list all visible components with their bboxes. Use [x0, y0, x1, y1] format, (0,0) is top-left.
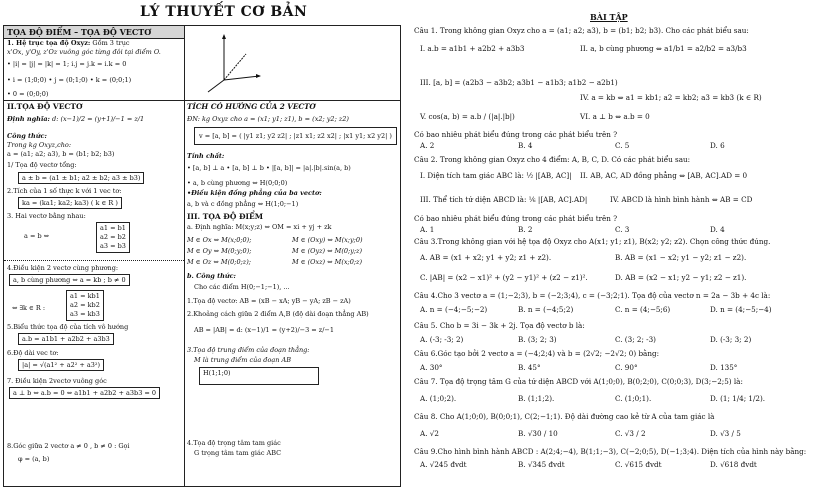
q8-option-b[interactable]: B. √30 / 10 — [518, 429, 558, 438]
point-oy: M ∈ Oy ⇔ M(0;y;0); — [187, 247, 252, 255]
f4-line1: a1 = kb1 — [70, 292, 100, 300]
formula-5: 5.Biểu thức tọa độ của tích vô hướng — [7, 323, 129, 331]
q3-option-a[interactable]: A. AB = (x1 + x2; y1 + y2; z1 + z2). — [420, 253, 552, 262]
question-5: Câu 5. Cho b = 3i − 3k + 2j. Tọa độ vectơ b là: — [414, 321, 585, 330]
formula-ab: a = (a1; a2; a3), b = (b1; b2; b3) — [7, 150, 115, 158]
formula-6-box: |a| = √(a1² + a2² + a3²) — [18, 359, 104, 371]
q7-option-a[interactable]: A. (1;0;2). — [420, 394, 457, 403]
q2-statement-3: III. Thể tích tứ diện ABCD là: ⅙ |[AB, AC].AD| — [420, 195, 588, 204]
q2-option-d[interactable]: D. 4 — [710, 225, 725, 234]
formula-4: 4.Điều kiện 2 vectơ cùng phương: — [7, 264, 119, 272]
formula-4-system — [66, 290, 104, 321]
def-label: Định nghĩa: — [7, 115, 50, 123]
formula-6: 6.Độ dài vec tơ: — [7, 349, 59, 357]
formula-2-box: ka = (ka1; ka2; ka3) ( k ∈ R ) — [18, 197, 122, 209]
formula-4-lhs: ⇔ ∃k ∈ R : — [12, 304, 46, 312]
q1-statement-1: I. a.b = a1b1 + a2b2 + a3b3 — [420, 44, 525, 53]
question-3: Câu 3.Trong không gian với hệ tọa độ Oxyz cho A(x1; y1; z1), B(x2; y2; z2). Chọn công thức đúng. — [414, 237, 771, 246]
question-6: Câu 6.Góc tạo bởi 2 vectơ a = (−4;2;4) và b = (2√2; −2√2; 0) bằng: — [414, 349, 659, 358]
q2-option-b[interactable]: B. 2 — [518, 225, 533, 234]
q2-ask: Có bao nhiêu phát biểu đúng trong các phát biểu trên ? — [414, 214, 618, 223]
q7-option-d[interactable]: D. (1; 1/4; 1/2). — [710, 394, 766, 403]
section-coord-header: TỌA ĐỘ ĐIỂM – TỌA ĐỘ VECTƠ — [4, 26, 184, 39]
def-equation: d: (x−1)/2 = (y+1)/−1 = z/1 — [52, 115, 145, 123]
exercises-panel — [410, 8, 818, 488]
zero-vector: • 0 = (0;0;0) — [7, 90, 49, 98]
question-2: Câu 2. Trong không gian Oxyz cho 4 điểm: A, B, C, D. Có các phát biểu sau: — [414, 155, 691, 164]
unit-rule: • |i| = |j| = |k| = 1; i.j = j.k = i.k = 0 — [7, 60, 127, 68]
point-formula-3: 3.Tọa độ trung điểm của đoạn thẳng: — [187, 346, 310, 354]
property-4: a, b và c đồng phẳng ⇔ H(1;0;−1) — [187, 200, 299, 208]
property-3: •Điều kiện đồng phẳng của ba vectơ: — [187, 189, 322, 197]
q1-statement-6: VI. a ⊥ b ⇔ a.b = 0 — [580, 112, 650, 121]
midpoint-box: H(1;1;0) — [199, 367, 319, 385]
q8-option-a[interactable]: A. √2 — [420, 429, 439, 438]
point-definition: a. Định nghĩa: M(x;y;z) ⇔ OM = xi + yj + zk — [187, 223, 332, 231]
point-formula-2-box: AB = |AB| = d: (x−1)/1 = (y+2)/−3 = z/−1 — [194, 326, 334, 334]
theory-column-a — [4, 26, 185, 486]
point-given: Cho các điểm H(0;−1;−1), ... — [194, 283, 290, 291]
question-4: Câu 4.Cho 3 vectơ a = (1;−2;3), b = (−2;3;4), c = (−3;2;1). Tọa độ của vectơ n = 2a − 3b + 4c là: — [414, 291, 771, 300]
formula-2: 2.Tích của 1 số thực k với 1 vec tơ: — [7, 187, 122, 195]
q5-option-b[interactable]: B. (3; 2; 3) — [518, 335, 557, 344]
q7-option-b[interactable]: B. (1;1;2). — [518, 394, 555, 403]
q1-ask: Có bao nhiêu phát biểu đúng trong các phát biểu trên ? — [414, 130, 618, 139]
q1-statement-2: II. a, b cùng phương ⇔ a1/b1 = a2/b2 = a3/b3 — [580, 44, 747, 53]
q9-option-b[interactable]: B. √345 đvdt — [518, 460, 565, 469]
q4-option-a[interactable]: A. n = (−4;−5;−2) — [420, 305, 488, 314]
q2-statement-4: IV. ABCD là hình bình hành ⇔ AB = CD — [610, 195, 753, 204]
q4-option-d[interactable]: D. n = (4;−5;−4) — [710, 305, 772, 314]
q3-option-b[interactable]: B. AB = (x1 − x2; y1 − y2; z1 − z2). — [615, 253, 747, 262]
question-8: Câu 8. Cho A(1;0;0), B(0;0;1), C(2;−1;1). Độ dài đường cao kẻ từ A của tam giác là — [414, 412, 715, 421]
formula-3-system — [96, 222, 130, 253]
q5-option-d[interactable]: D. (-3; 3; 2) — [710, 335, 752, 344]
property-2: • a, b cùng phương ⇔ H(0;0;0) — [187, 179, 288, 187]
coord-item1c: x'Ox, y'Oy, z'Oz vuông góc từng đôi tại điểm O. — [7, 48, 161, 56]
point-formula-4-b: G trọng tâm tam giác ABC — [194, 449, 282, 457]
f4-line2: a2 = kb2 — [70, 301, 100, 309]
formula-label: Công thức: — [7, 132, 47, 140]
q5-option-a[interactable]: A. (-3; -3; 2) — [420, 335, 464, 344]
point-oxz: M ∈ (Oxz) ⇔ M(x;0;z) — [292, 258, 363, 266]
cross-title: TÍCH CÓ HƯỚNG CỦA 2 VECTƠ — [187, 102, 316, 111]
point-formula-2: 2.Khoảng cách giữa 2 điểm A,B (độ dài đoạn thẳng AB) — [187, 310, 369, 318]
unit-vectors: • i = (1;0;0) • j = (0;1;0) • k = (0;0;1) — [7, 76, 132, 84]
theory-sheet — [3, 25, 401, 487]
q2-option-c[interactable]: C. 3 — [615, 225, 630, 234]
formula-3-lhs: a = b ⇔ — [24, 232, 50, 240]
f3-line1: a1 = b1 — [100, 224, 126, 232]
theory-column-b — [184, 26, 400, 486]
formula-given: Trong kg Oxyz,cho: — [7, 141, 72, 149]
q6-option-d[interactable]: D. 135° — [710, 363, 738, 372]
formula-5-box: a.b = a1b1 + a2b2 + a3b3 — [18, 333, 114, 345]
q1-option-a[interactable]: A. 2 — [420, 141, 435, 150]
formula-4-box: a, b cùng phương ⇔ a = kb ; b ≠ 0 — [9, 274, 130, 286]
q7-option-c[interactable]: C. (1;0;1). — [615, 394, 652, 403]
page-title: LÝ THUYẾT CƠ BẢN — [140, 4, 308, 20]
q2-statement-2: II. AB, AC, AD đồng phẳng ⇔ [AB, AC].AD = 0 — [580, 171, 748, 180]
q6-option-c[interactable]: C. 90° — [615, 363, 638, 372]
formula-1: 1/ Tọa độ vectơ tổng: — [7, 161, 77, 169]
point-oz: M ∈ Oz ⇔ M(0;0;z); — [187, 258, 251, 266]
formula-8-b: φ = (a, b) — [18, 455, 50, 463]
q5-option-c[interactable]: C. (3; 2; -3) — [615, 335, 656, 344]
q1-statement-5: V. cos(a, b) = a.b / (|a|.|b|) — [420, 112, 515, 121]
q9-option-c[interactable]: C. √615 đvdt — [615, 460, 662, 469]
q8-option-d[interactable]: D. √3 / 5 — [710, 429, 741, 438]
formula-8: 8.Góc giữa 2 vectơ a ≠ 0 , b ≠ 0 : Gọi — [7, 442, 130, 450]
point-oxy: M ∈ (Oxy) ⇔ M(x;y;0) — [292, 236, 363, 244]
formula-7-box: a ⊥ b ⇔ a.b = 0 ⇔ a1b1 + a2b2 + a3b3 = 0 — [9, 387, 160, 399]
point-ox: M ∈ Ox ⇔ M(x;0;0); — [187, 236, 252, 244]
point-formula-label: b. Công thức: — [187, 272, 236, 280]
exercises-title: BÀI TẬP — [590, 12, 628, 22]
coord-item1: 1. Hệ trục tọa độ Oxyz: — [7, 39, 91, 47]
properties-label: Tính chất: — [187, 152, 225, 160]
formula-3: 3. Hai vectơ bằng nhau: — [7, 212, 86, 220]
q2-statement-1: I. Diện tích tam giác ABC là: ½ |[AB, AC]| — [420, 171, 572, 180]
question-1: Câu 1. Trong không gian Oxyz cho a = (a1; a2; a3), b = (b1; b2; b3). Cho các phát biểu sau: — [414, 26, 749, 35]
q4-option-b[interactable]: B. n = (−4;5;2) — [518, 305, 574, 314]
q1-statement-3: III. [a, b] = (a2b3 − a3b2; a3b1 − a1b3; a1b2 − a2b1) — [420, 78, 618, 87]
cross-definition: ĐN: kg Oxyz cho a = (x1; y1; z1), b = (x2; y2; z2) — [187, 115, 349, 123]
q9-option-a[interactable]: A. √245 đvdt — [420, 460, 467, 469]
q1-option-d[interactable]: D. 6 — [710, 141, 725, 150]
property-1: • [a, b] ⊥ a • [a, b] ⊥ b • |[a, b]| = |a|.|b|.sin(a, b) — [187, 164, 351, 172]
point-formula-1: 1.Tọa độ vectơ: AB = (xB − xA; yB − yA; zB − zA) — [187, 297, 351, 305]
formula-1-box: a ± b = (a1 ± b1; a2 ± b2; a3 ± b3) — [18, 172, 144, 184]
f3-line2: a2 = b2 — [100, 233, 126, 241]
q1-statement-4: IV. a = kb ⇔ a1 = kb1; a2 = kb2; a3 = kb3 (k ∈ R) — [580, 93, 762, 102]
q8-option-c[interactable]: C. √3 / 2 — [615, 429, 646, 438]
point-formula-3-b: M là trung điểm của đoạn AB — [194, 356, 291, 364]
question-7: Câu 7. Tọa độ trọng tâm G của tứ diện ABCD với A(1;0;0), B(0;2;0), C(0;0;3), D(3;−2;5) là: — [414, 377, 743, 386]
q3-option-d[interactable]: D. AB = (x2 − x1; y2 − y1; z2 − z1). — [615, 273, 747, 282]
q4-option-c[interactable]: C. n = (4;−5;6) — [615, 305, 671, 314]
q2-option-a[interactable]: A. 1 — [420, 225, 435, 234]
f4-line3: a3 = kb3 — [70, 310, 100, 318]
q1-option-b[interactable]: B. 4 — [518, 141, 533, 150]
cross-product-box: v = [a, b] = ( |y1 z1; y2 z2| ; |z1 x1; z2 x2| ; |x1 y1; x2 y2| ) — [194, 127, 397, 145]
coord-item1b: Gồm 3 trục — [92, 39, 130, 47]
formula-7: 7. Điều kiện 2vectơ vuông góc — [7, 377, 107, 385]
section-point-header: III. TỌA ĐỘ ĐIỂM — [187, 212, 264, 221]
point-oyz: M ∈ (Oyz) ⇔ M(0;y;z) — [292, 247, 363, 255]
f3-line3: a3 = b3 — [100, 242, 126, 250]
q6-option-b[interactable]: B. 45° — [518, 363, 541, 372]
question-9: Câu 9.Cho hình bình hành ABCD : A(2;4;−4), B(1;1;−3), C(−2;0;5), D(−1;3;4). Diện tích của hình này bằng: — [414, 447, 807, 456]
q1-option-c[interactable]: C. 5 — [615, 141, 630, 150]
point-formula-4: 4.Tọa độ trọng tâm tam giác — [187, 439, 281, 447]
q6-option-a[interactable]: A. 30° — [420, 363, 443, 372]
section-vector-header: II.TỌA ĐỘ VECTƠ — [7, 102, 83, 111]
q9-option-d[interactable]: D. √618 đvdt — [710, 460, 757, 469]
q3-option-c[interactable]: C. |AB| = (x2 − x1)² + (y2 − y1)² + (z2 − z1)². — [420, 273, 588, 282]
